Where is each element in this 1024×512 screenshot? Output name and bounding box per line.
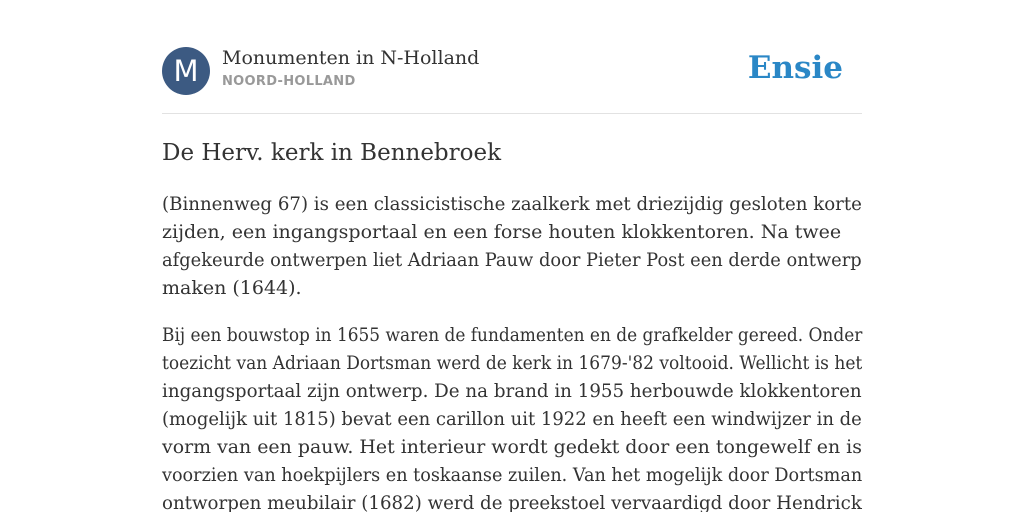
ensie-logo-link[interactable]: Ensie	[747, 50, 843, 86]
paragraph-line: ingangsportaal zijn ontwerp. De na brand in 1955 herbouwde klokkentoren	[162, 380, 862, 402]
paragraph-line: voorzien van hoekpijlers en toskaanse zuilen. Van het mogelijk door Dortsman	[162, 464, 863, 486]
paragraph-line: zijden, een ingangsportaal en een forse houten klokkentoren. Na twee	[162, 221, 842, 243]
paragraph-line: afgekeurde ontwerpen liet Adriaan Pauw door Pieter Post een derde ontwerp	[162, 249, 862, 271]
avatar[interactable]: M	[162, 47, 210, 95]
author-region-label: NOORD-HOLLAND	[222, 74, 356, 89]
paragraph-line: (Binnenweg 67) is een classicistische zaalkerk met driezijdig gesloten korte	[162, 193, 862, 215]
paragraph-line: (mogelijk uit 1815) bevat een carillon uit 1922 en heeft een windwijzer in de	[162, 408, 862, 430]
author-name-link[interactable]: Monumenten in N-Holland	[222, 47, 480, 69]
paragraph-line: maken (1644).	[162, 277, 302, 299]
article-title: De Herv. kerk in Bennebroek	[162, 140, 502, 166]
header	[162, 0, 862, 114]
page-container	[162, 0, 863, 512]
article-paragraph-1	[162, 190, 862, 302]
paragraph-line: toezicht van Adriaan Dortsman werd de kerk in 1679-'82 voltooid. Wellicht is het	[162, 352, 863, 374]
paragraph-line: ontworpen meubilair (1682) werd de preekstoel vervaardigd door Hendrick	[162, 492, 862, 512]
paragraph-line: vorm van een pauw. Het interieur wordt gedekt door een tongewelf en is	[162, 436, 862, 458]
article-paragraph-2	[162, 321, 862, 512]
paragraph-line: Bij een bouwstop in 1655 waren de fundamenten en de grafkelder gereed. Onder	[162, 324, 863, 346]
